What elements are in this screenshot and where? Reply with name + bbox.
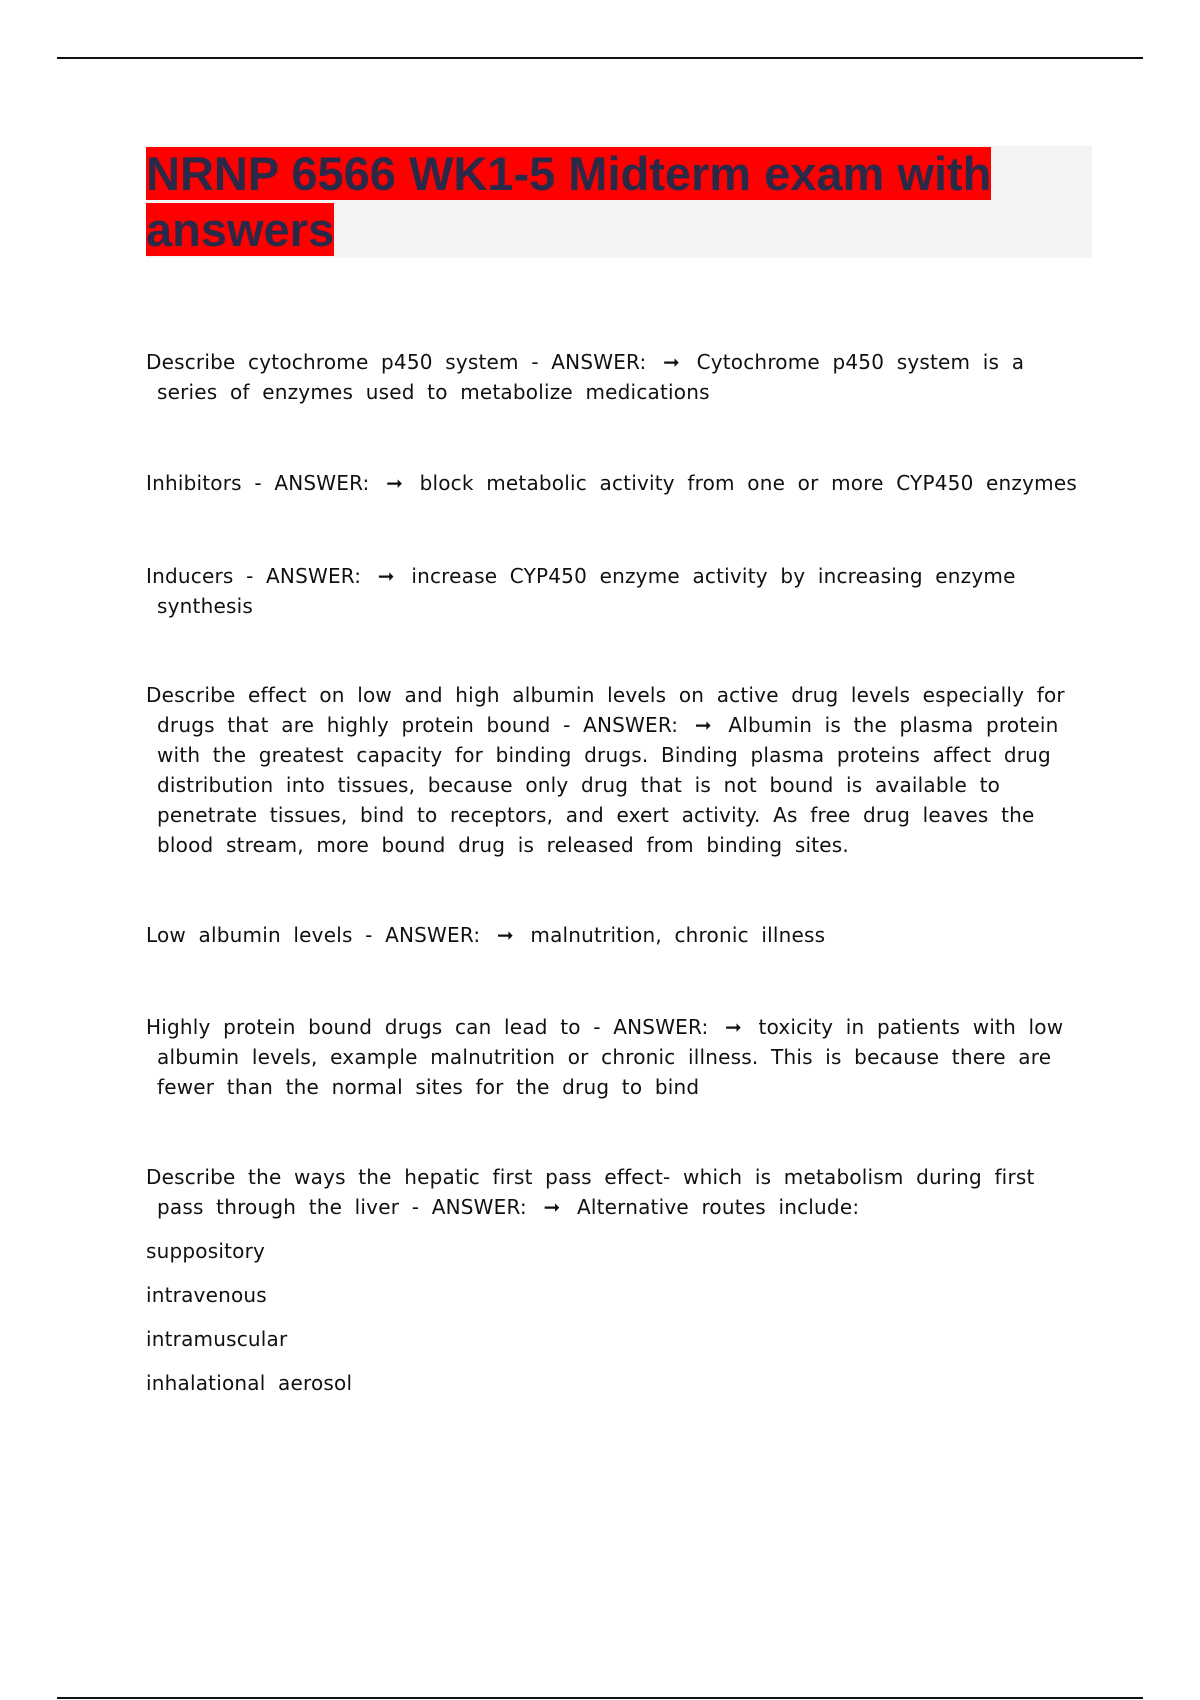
question-text: Describe effect on low and high albumin levels on active drug levels especially for drugs that are highly protein bound: [146, 683, 1065, 737]
question-text: Low albumin levels: [146, 923, 353, 947]
bottom-rule: [57, 1697, 1143, 1699]
answer-marker: - ANSWER:: [246, 564, 362, 588]
arrow-icon: ➞: [543, 1195, 561, 1219]
answer-text: Cytochrome p450 system is a series of enzymes used to metabolize medications: [157, 350, 1025, 404]
answer-marker: - ANSWER:: [531, 350, 647, 374]
arrow-icon: ➞: [386, 471, 404, 495]
qa-entry: [146, 561, 1084, 621]
question-text: Describe cytochrome p450 system: [146, 350, 519, 374]
qa-entry: [146, 1162, 1084, 1222]
answer-text: increase CYP450 enzyme activity by increasing enzyme synthesis: [157, 564, 1016, 618]
route-item: inhalational aerosol: [146, 1371, 353, 1395]
route-item: suppository: [146, 1239, 266, 1263]
document-title: NRNP 6566 WK1-5 Midterm exam with answers: [146, 147, 992, 256]
answer-marker: - ANSWER:: [365, 923, 481, 947]
arrow-icon: ➞: [377, 564, 395, 588]
answer-marker: - ANSWER:: [254, 471, 370, 495]
answer-text: Albumin is the plasma protein with the greatest capacity for binding drugs. Binding plasma proteins affect drug distribution into tissues, because only drug that is not bound is available to penetrate tissues, bind to receptors, and exert activity. As free drug leaves the blood stream, more bound drug is released from binding sites.: [157, 713, 1059, 857]
answer-text: toxicity in patients with low albumin levels, example malnutrition or chronic illness. This is because there are fewer than the normal sites for the drug to bind: [157, 1015, 1064, 1099]
answer-text: block metabolic activity from one or more CYP450 enzymes: [419, 471, 1077, 495]
qa-entry: [146, 680, 1084, 860]
answer-marker: - ANSWER:: [593, 1015, 709, 1039]
answer-text: Alternative routes include:: [576, 1195, 860, 1219]
arrow-icon: ➞: [663, 350, 680, 374]
qa-entry: [146, 920, 1084, 950]
arrow-icon: ➞: [694, 713, 712, 737]
arrow-icon: ➞: [725, 1015, 742, 1039]
qa-entry: [146, 347, 1084, 407]
question-text: Inducers: [146, 564, 234, 588]
question-text: Describe the ways the hepatic first pass effect- which is metabolism during first pass through the liver: [146, 1165, 1035, 1219]
route-item: intramuscular: [146, 1327, 288, 1351]
route-item: intravenous: [146, 1283, 267, 1307]
arrow-icon: ➞: [496, 923, 514, 947]
top-rule: [57, 57, 1143, 59]
question-text: Highly protein bound drugs can lead to: [146, 1015, 581, 1039]
document-body: [146, 347, 1084, 1398]
question-text: Inhibitors: [146, 471, 242, 495]
answer-marker: - ANSWER:: [411, 1195, 527, 1219]
answer-marker: - ANSWER:: [563, 713, 679, 737]
title-banner: [146, 146, 1092, 258]
answer-text: malnutrition, chronic illness: [530, 923, 826, 947]
qa-entry: [146, 468, 1084, 498]
qa-entry: [146, 1012, 1084, 1102]
